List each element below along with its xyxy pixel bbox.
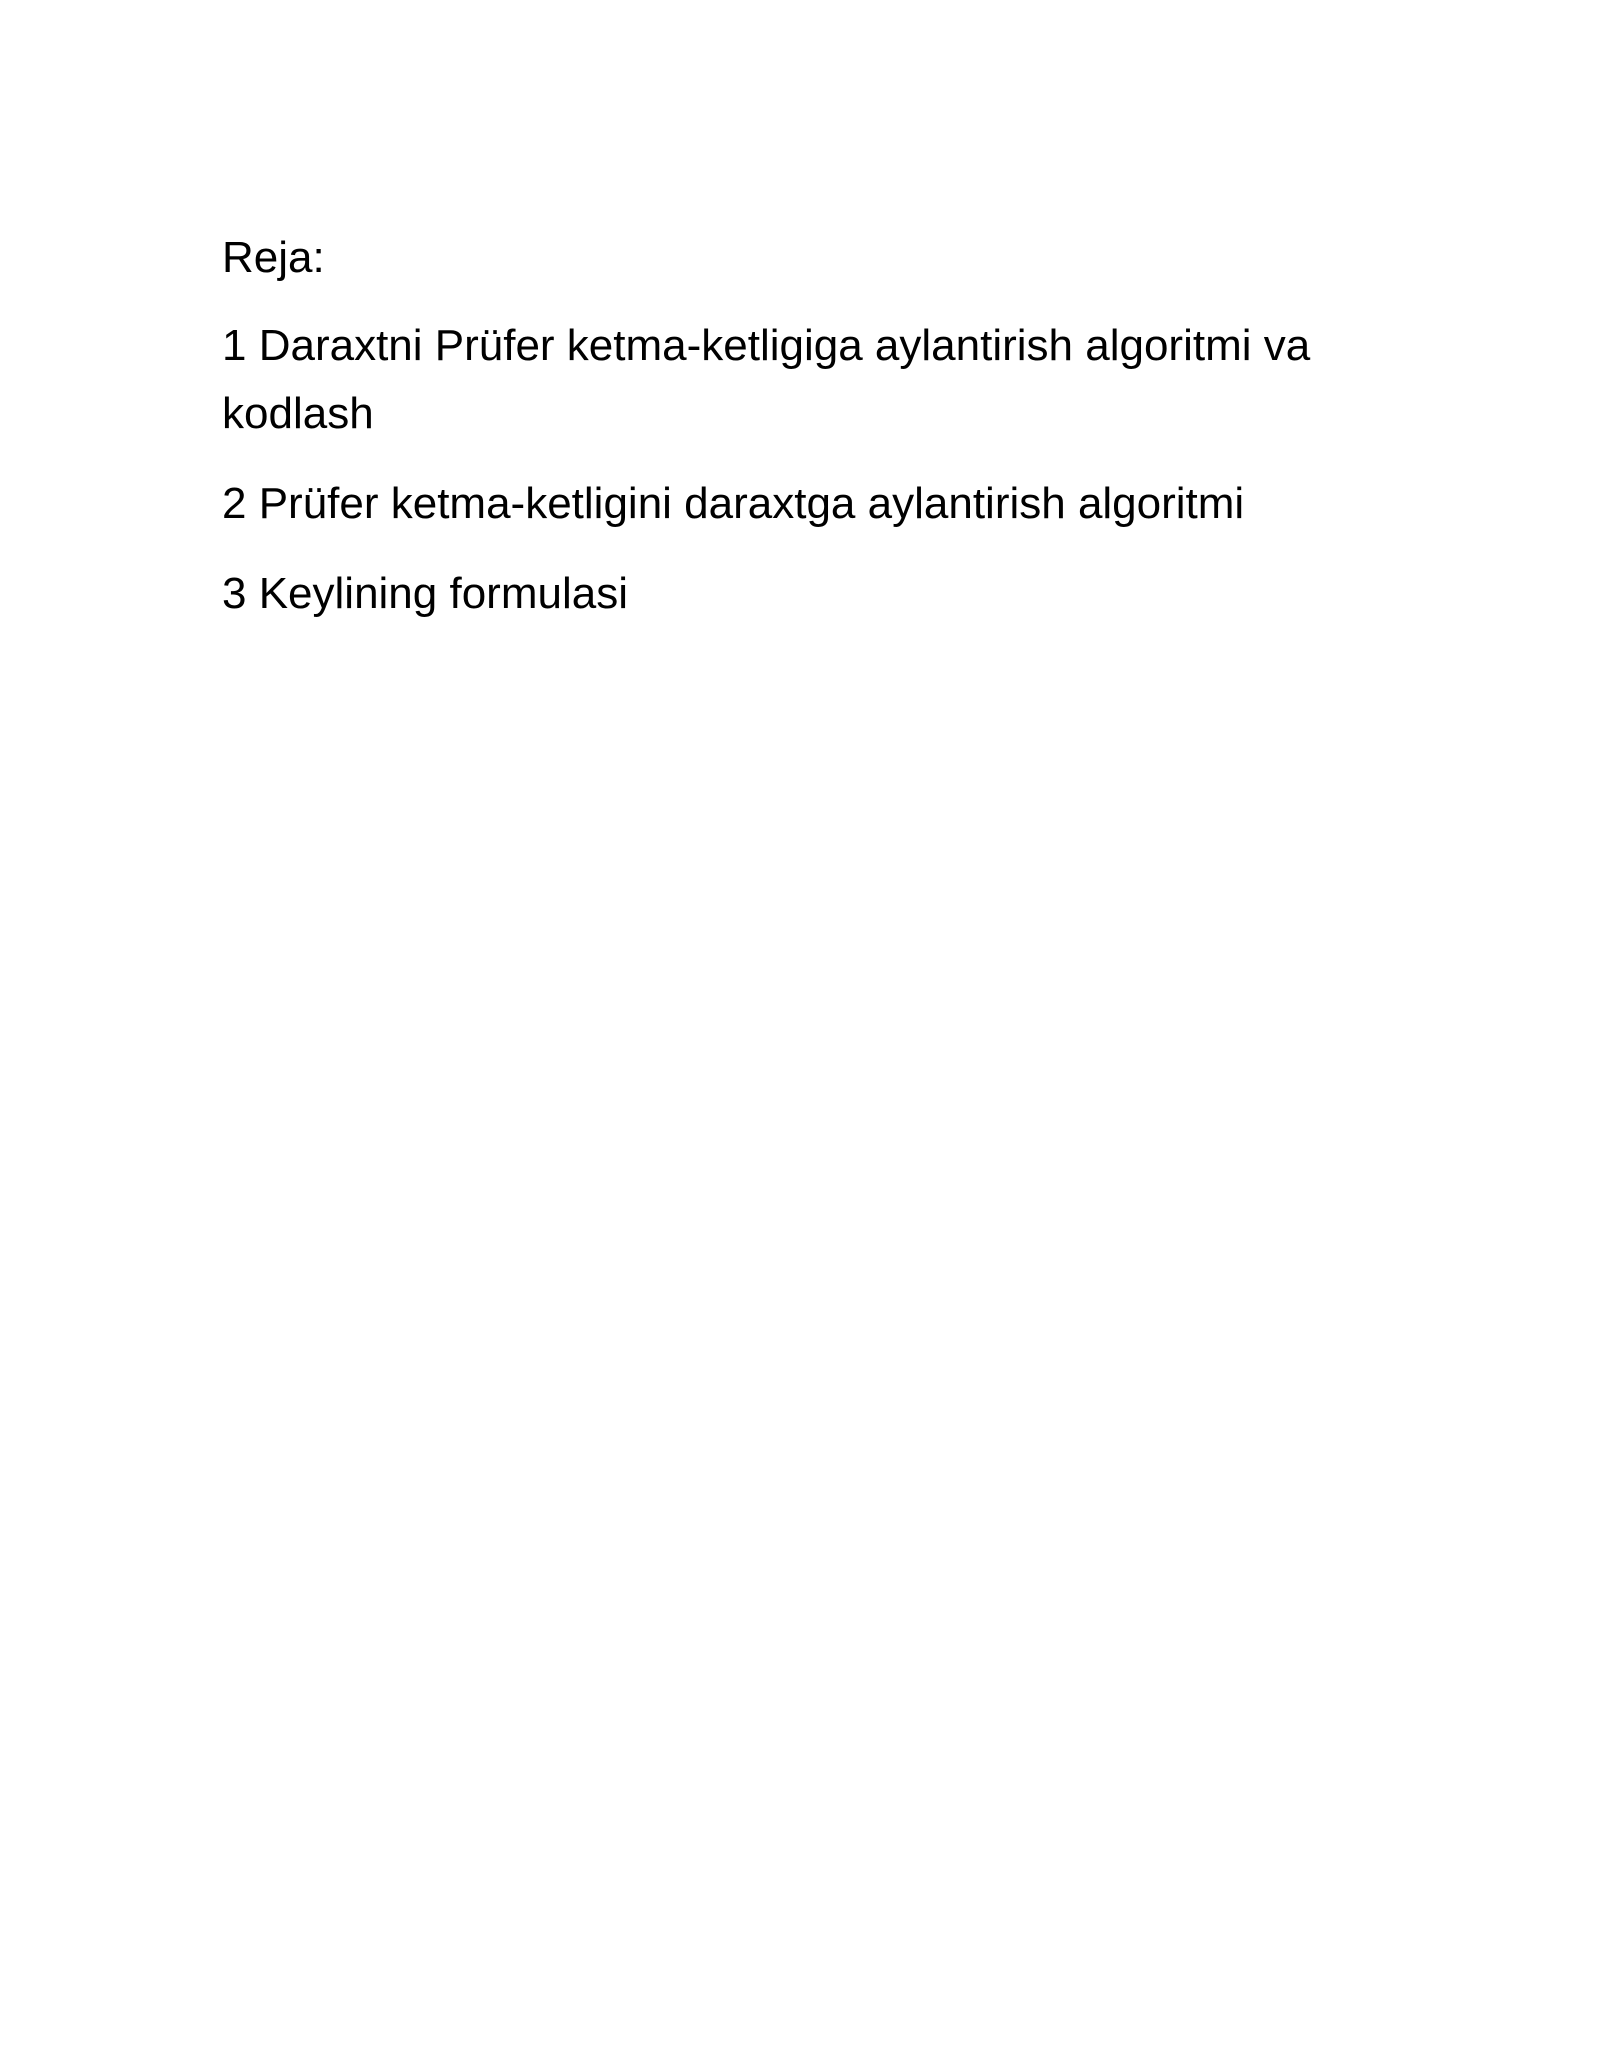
- plan-heading: Reja:: [222, 233, 325, 282]
- document-content: [222, 226, 1422, 650]
- plan-item-2: 2 Prüfer ketma-ketligini daraxtga aylantirish algoritmi: [222, 479, 1245, 528]
- plan-list: [222, 312, 1422, 628]
- plan-item-1: 1 Daraxtni Prüfer ketma-ketligiga aylantirish algoritmi va kodlash: [222, 321, 1311, 438]
- plan-item-3: 3 Keylining formulasi: [222, 569, 628, 618]
